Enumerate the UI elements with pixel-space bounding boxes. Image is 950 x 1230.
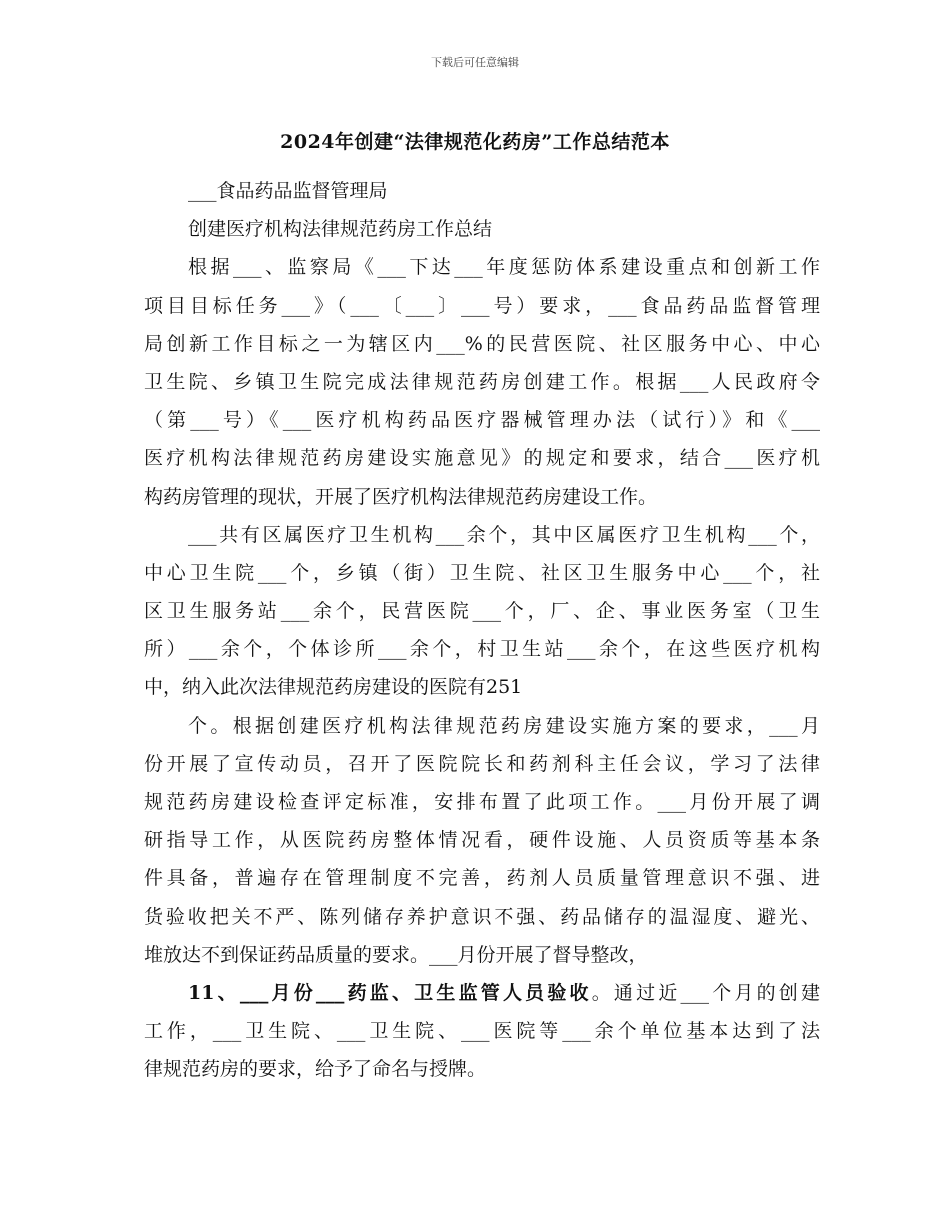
body-line: ___食品药品监督管理局: [188, 180, 388, 202]
body-line: [144, 974, 820, 1012]
body-line: 律规范药房的要求，给予了命名与授牌。: [144, 1058, 487, 1081]
body-line: 堆放达不到保证药品质量的要求。___月份开展了督导整改，: [144, 943, 648, 966]
body-line: 创建医疗机构法律规范药房工作总结: [188, 218, 493, 241]
body-line: 区卫生服务站___余个，民营医院___个，厂、企、事业医务室（卫生: [144, 600, 820, 623]
body-line: 研指导工作，从医院药房整体情况看，硬件设施、人员资质等基本条: [144, 829, 820, 852]
body-line: 规范药房建设检查评定标准，安排布置了此项工作。___月份开展了调: [144, 791, 820, 813]
body-line: 项目目标任务___》（___〔___〕___号）要求，___食品药品监督管理: [144, 294, 820, 317]
document-body: [144, 172, 820, 1089]
body-line: 份开展了宣传动员，召开了医院院长和药剂科主任会议，学习了法律: [144, 752, 820, 775]
body-line: 货验收把关不严、陈列储存养护意识不强、药品储存的温湿度、避光、: [144, 905, 820, 928]
body-line: 工作，___卫生院、___卫生院、___医院等___余个单位基本达到了法: [144, 1020, 820, 1043]
body-line: 个。根据创建医疗机构法律规范药房建设实施方案的要求，___月: [188, 714, 820, 737]
body-line: ___共有区属医疗卫生机构___余个，其中区属医疗卫生机构___个，: [188, 523, 820, 546]
body-line: 件具备，普遍存在管理制度不完善，药剂人员质量管理意识不强、进: [144, 867, 820, 890]
lead-rest: 。通过近___个月的创建: [591, 981, 820, 1004]
body-line: 根据___、监察局《___下达___年度惩防体系建设重点和创新工作: [188, 256, 820, 279]
body-line: 局创新工作目标之一为辖区内___%的民营医院、社区服务中心、中心: [144, 332, 820, 355]
bold-lead: 11、___月份___药监、卫生监管人员验收: [188, 981, 592, 1004]
document-title: 2024年创建“法律规范化药房”工作总结范本: [280, 131, 670, 153]
body-line: （第___号）《___医疗机构药品医疗器械管理办法（试行）》和《___: [144, 409, 820, 432]
body-line: 中心卫生院___个，乡镇（街）卫生院、社区卫生服务中心___个，社: [144, 561, 820, 584]
body-line: 医疗机构法律规范药房建设实施意见》的规定和要求，结合___医疗机: [144, 447, 820, 470]
header-note: 下载后可任意编辑: [431, 56, 519, 69]
body-line: 卫生院、乡镇卫生院完成法律规范药房创建工作。根据___人民政府令: [144, 370, 820, 393]
body-line: 构药房管理的现状，开展了医疗机构法律规范药房建设工作。: [144, 485, 658, 508]
body-line: 所）___余个，个体诊所___余个，村卫生站___余个，在这些医疗机构: [144, 638, 820, 661]
body-line: 中，纳入此次法律规范药房建设的医院有251: [144, 676, 523, 699]
